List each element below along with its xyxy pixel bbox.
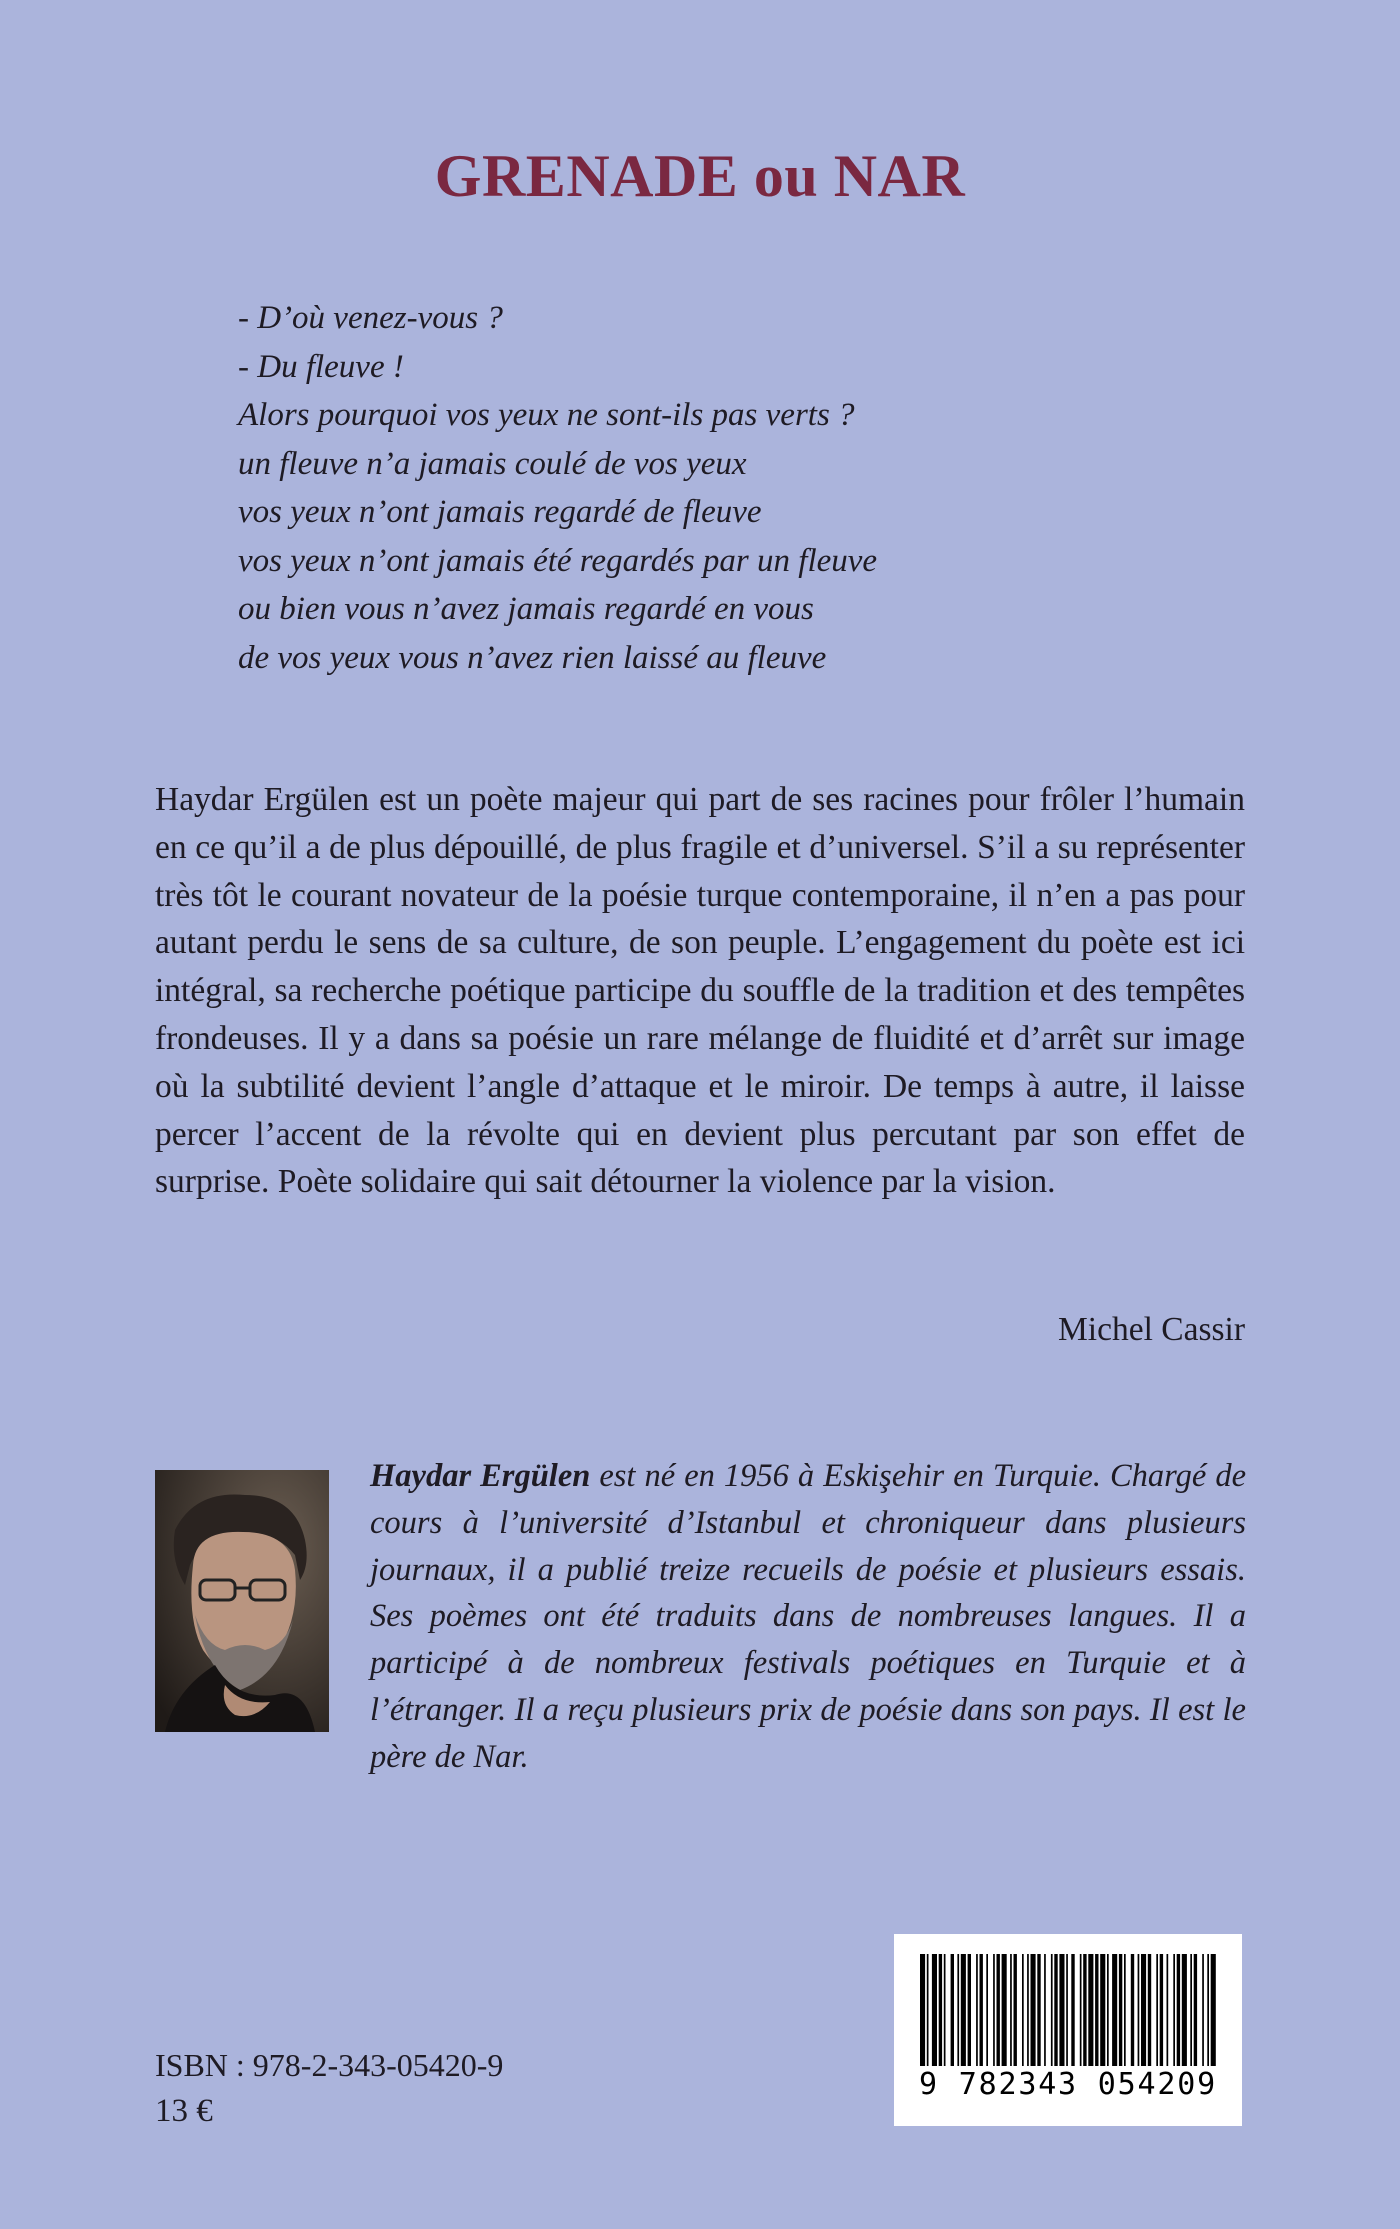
barcode — [894, 1934, 1242, 2126]
barcode-bar — [1044, 1954, 1046, 2066]
poem-line: - Du fleuve ! — [238, 348, 404, 385]
poem-line: - D’où venez-vous ? — [238, 300, 503, 336]
author-bio — [370, 1453, 1246, 1781]
barcode-bar — [1022, 1954, 1024, 2066]
barcode-bar — [1051, 1954, 1053, 2066]
barcode-bar — [1066, 1954, 1068, 2066]
barcode-bar — [980, 1954, 983, 2066]
review-author: Michel Cassir — [1057, 1311, 1245, 1348]
barcode-bar — [920, 1954, 925, 2066]
barcode-bar — [1037, 1954, 1040, 2066]
barcode-bar — [1141, 1954, 1146, 2066]
barcode-bar — [1002, 1954, 1007, 2066]
barcode-bars — [920, 1954, 1216, 2066]
barcode-bar — [1156, 1954, 1158, 2066]
poem-line: Alors pourquoi vos yeux ne sont-ils pas verts ? — [238, 397, 855, 433]
barcode-bar — [951, 1954, 954, 2066]
barcode-digits: 9 782343 054209 — [919, 2067, 1217, 2102]
barcode-bar — [944, 1954, 946, 2066]
price-label: 13 € — [155, 2093, 213, 2129]
barcode-bar — [1031, 1954, 1036, 2066]
poem-excerpt — [238, 294, 1238, 682]
barcode-bar — [1010, 1954, 1012, 2066]
author-photo — [155, 1470, 329, 1732]
barcode-bar — [1088, 1954, 1093, 2066]
barcode-bar — [1080, 1954, 1082, 2066]
barcode-bar — [1167, 1954, 1169, 2066]
barcode-bar — [968, 1954, 971, 2066]
barcode-bar — [1131, 1954, 1134, 2066]
barcode-bar — [1124, 1954, 1126, 2066]
barcode-bar — [1177, 1954, 1180, 2066]
barcode-bar — [1014, 1954, 1017, 2066]
barcode-bar — [1207, 1954, 1209, 2066]
author-name: Haydar Ergülen — [370, 1458, 591, 1494]
isbn-label: ISBN : 978-2-343-05420-9 — [155, 2047, 504, 2083]
poem-line: vos yeux n’ont jamais regardé de fleuve — [238, 494, 762, 530]
barcode-bar — [1059, 1954, 1064, 2066]
review-paragraph: Haydar Ergülen est un poète majeur qui part de ses racines pour frôler l’humain en ce qu’il a de plus dépouillé, de plus fragile et d’universel. S’il a su représenter très tôt le courant novateur de la poésie turque contemporaine, il n’en a pas pour autant perdu le sens de sa culture, de son peuple. L’engagement du poète est ici intégral, sa recherche poétique participe du souffle de la tradition et des tempêtes frondeuses. Il y a dans sa poésie un rare mélange de fluidité et d’arrêt sur image où la subtilité devient l’angle d’attaque et le miroir. De temps à autre, il laisse percer l’accent de la révolte qui en devient plus percutant par son effet de surprise. Poète solidaire qui sait détourner la violence par la vision. — [155, 781, 1245, 1201]
barcode-bar — [932, 1954, 937, 2066]
barcode-bar — [957, 1954, 959, 2066]
author-bio-text: est né en 1956 à Eskişehir en Turquie. Chargé de cours à l’université d’Istanbul et chroniqueur dans plusieurs journaux, il a publié treize recueils de poésie et plusieurs essais. Ses poèmes ont été traduits dans de nombreuses langues. Il a participé à de nombreux festivals poétiques en Turquie et à l’étranger. Il a reçu plusieurs prix de poésie dans son pays. Il est le père de Nar. — [370, 1458, 1246, 1775]
barcode-bar — [1138, 1954, 1140, 2066]
barcode-bar — [927, 1954, 929, 2066]
author-portrait-image — [155, 1470, 329, 1732]
barcode-bar — [1194, 1954, 1197, 2066]
barcode-bar — [1119, 1954, 1122, 2066]
book-title: GRENADE ou NAR — [434, 143, 966, 209]
barcode-bar — [1100, 1954, 1105, 2066]
barcode-bar — [1083, 1954, 1086, 2066]
barcode-bar — [1182, 1954, 1187, 2066]
barcode-bar — [1107, 1954, 1109, 2066]
barcode-bar — [976, 1954, 978, 2066]
barcode-bar — [986, 1954, 988, 2066]
poem-line: ou bien vous n’avez jamais regardé en vous — [238, 591, 814, 627]
barcode-bar — [1148, 1954, 1151, 2066]
poem-line: de vos yeux vous n’avez rien laissé au fleuve — [238, 639, 827, 676]
barcode-bar — [993, 1954, 995, 2066]
barcode-bar — [939, 1954, 942, 2066]
barcode-bar — [1160, 1954, 1163, 2066]
barcode-bar — [1027, 1954, 1029, 2066]
poem-line: vos yeux n’ont jamais été regardés par un fleuve — [238, 542, 878, 579]
barcode-bar — [1211, 1954, 1216, 2066]
barcode-bar — [1112, 1954, 1117, 2066]
barcode-bar — [997, 1954, 1000, 2066]
barcode-bar — [1190, 1954, 1192, 2066]
barcode-bar — [1054, 1954, 1057, 2066]
barcode-bar — [1173, 1954, 1175, 2066]
poem-line: un fleuve n’a jamais coulé de vos yeux — [238, 445, 747, 482]
barcode-bar — [1071, 1954, 1074, 2066]
barcode-bar — [1202, 1954, 1204, 2066]
barcode-bar — [961, 1954, 966, 2066]
barcode-bar — [1095, 1954, 1098, 2066]
